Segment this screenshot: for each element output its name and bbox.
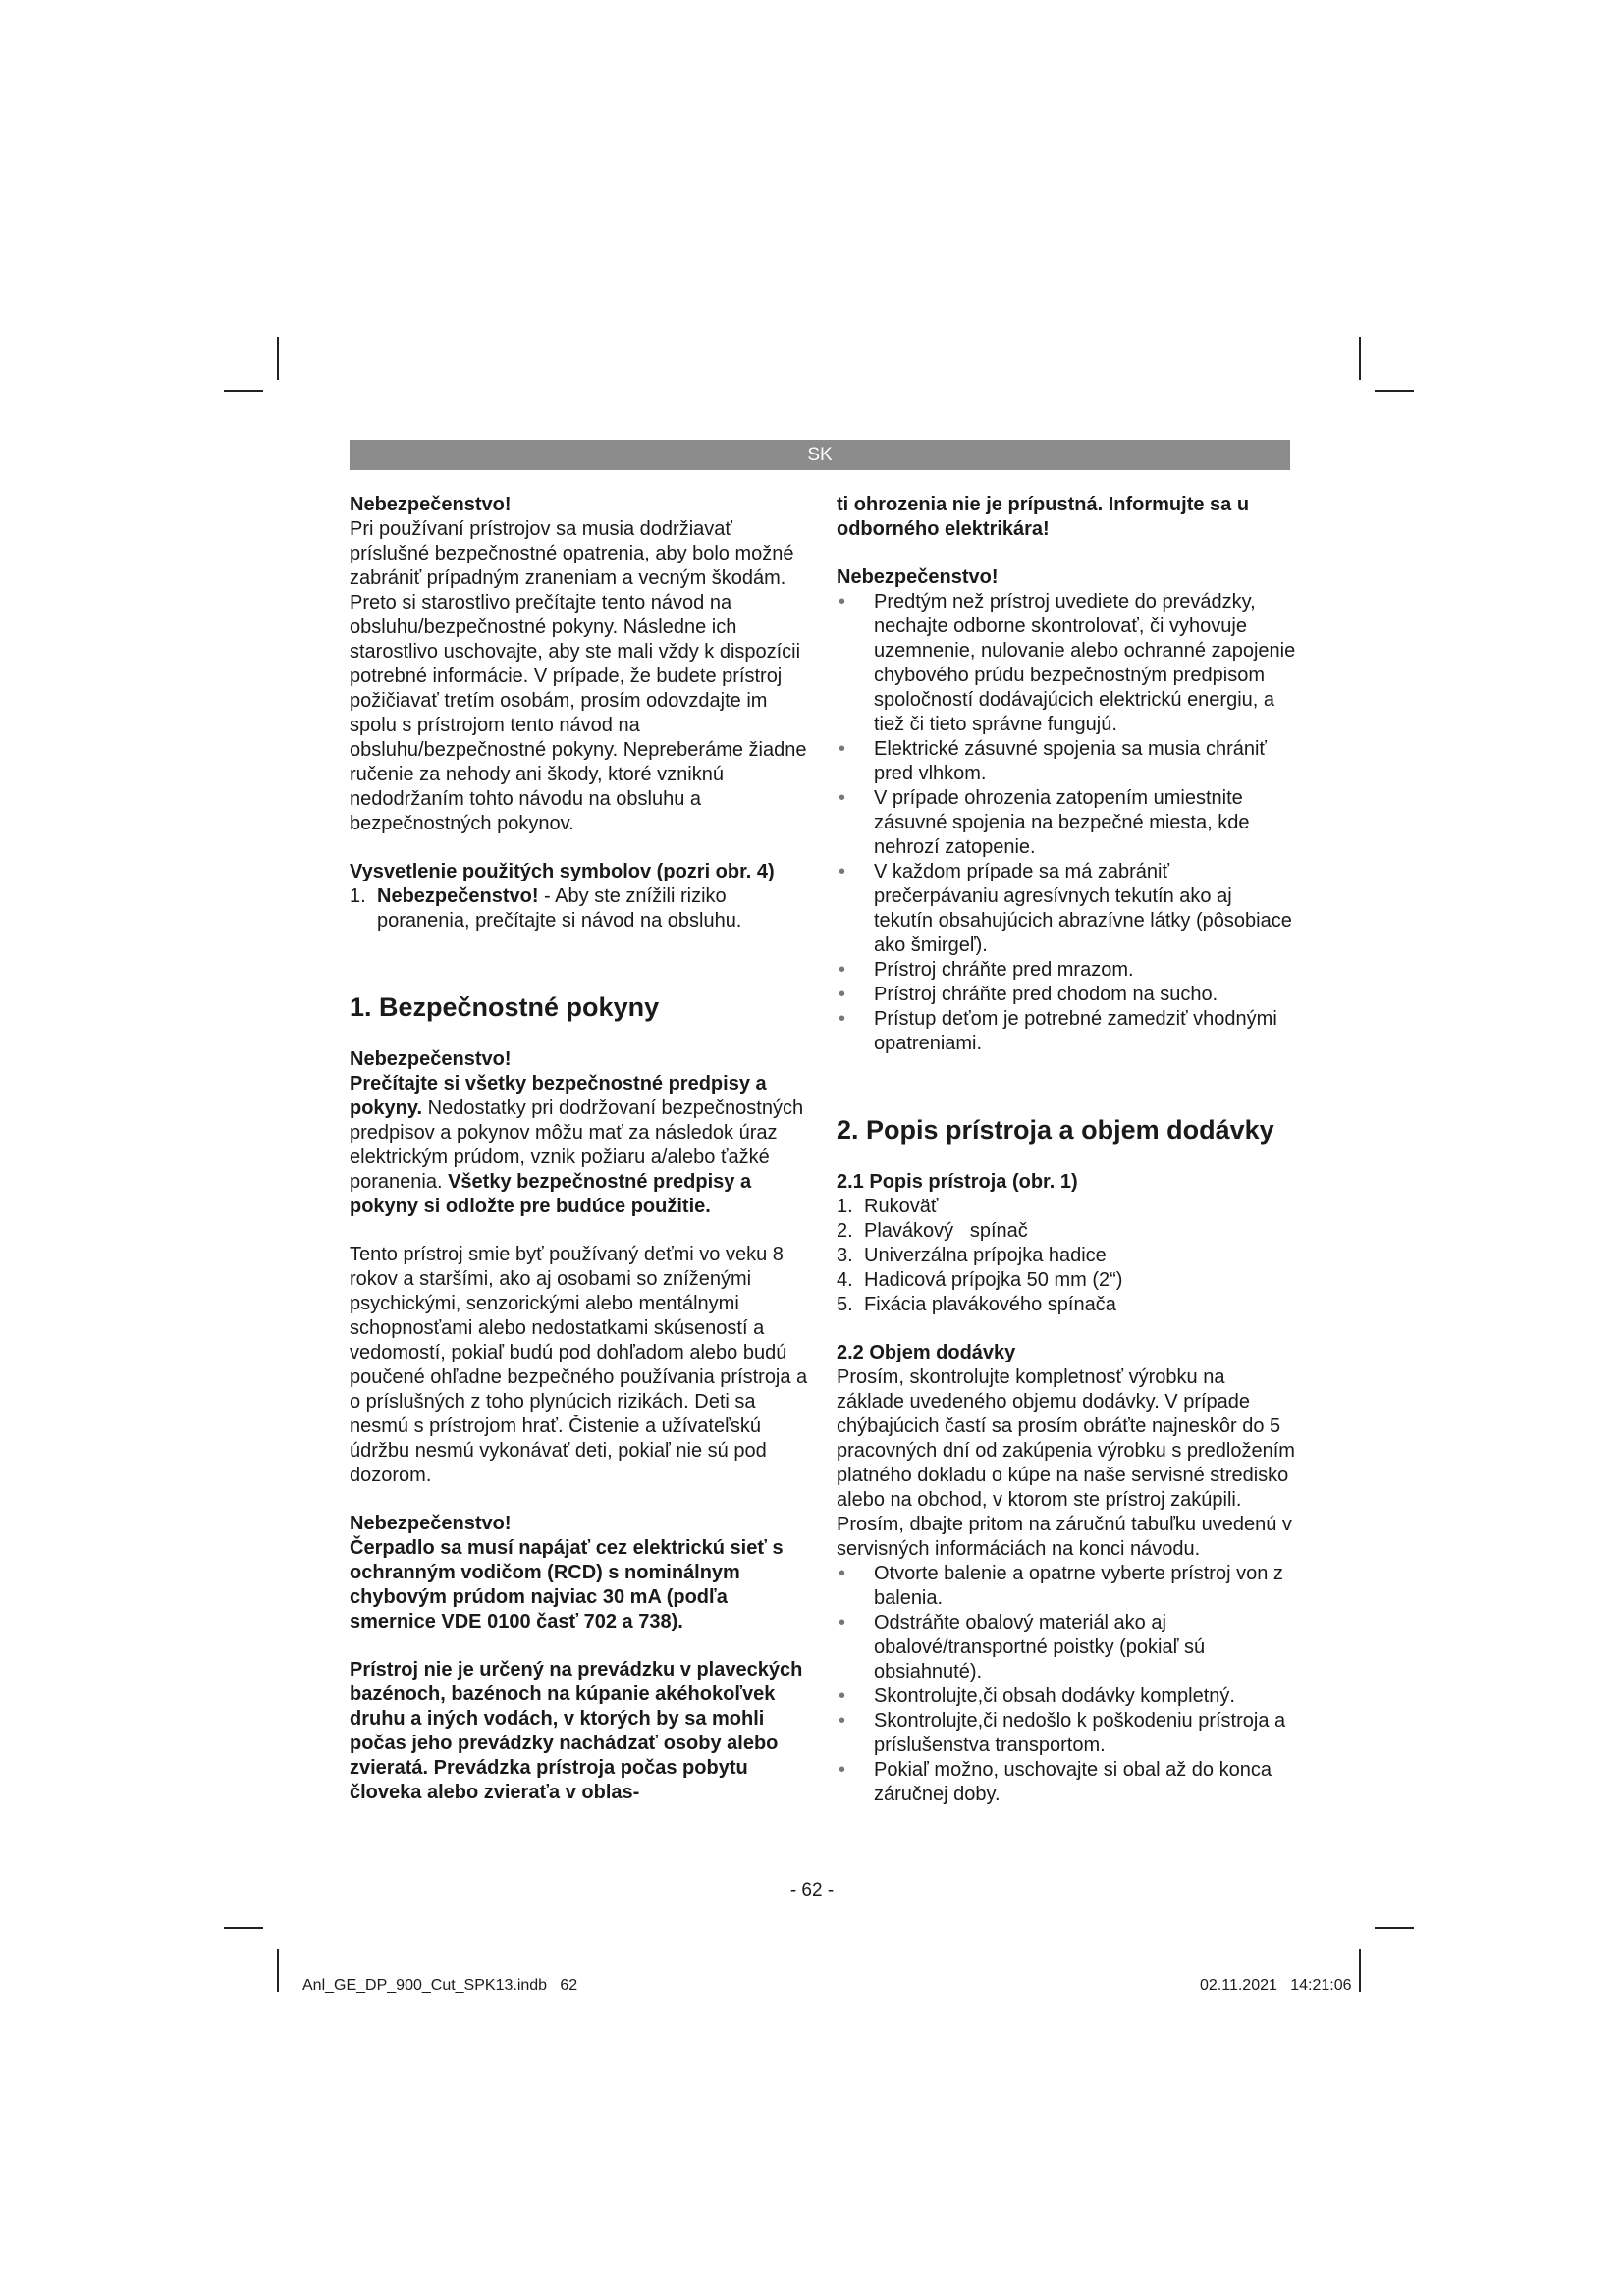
- danger-heading: Nebezpečenstvo!: [350, 1513, 512, 1534]
- list-item: • Odstráňte obalový materiál ako aj obalové/transportné poistky (pokiaľ sú obsiahnuté).: [837, 1611, 1296, 1684]
- page-number: - 62 -: [789, 1880, 835, 1900]
- list-item: • Predtým než prístroj uvediete do prevádzky, nechajte odborne skontrolovať, či vyhovuje uzemnenie, nulovanie alebo ochranné zapojenie chybového prúdu bezpečnostným predpisom spoločností dodávajúcich elektrickú energiu, a tiež či tieto správne fungujú.: [837, 590, 1296, 737]
- delivery-paragraph: Prosím, skontrolujte kompletnosť výrobku na základe uvedeného objemu dodávky. V prípade chýbajúcich častí sa prosím obráťte najneskôr do 5 pracovných dní od zakúpenia výrobku s predložením platného dokladu o kúpe na naše servisné stredisko alebo na obchod, v ktorom ste prístroj zakúpili. Prosím, dbajte pritom na záručnú tabuľku uvedenú v servisných informáciách na konci návodu.: [837, 1366, 1295, 1560]
- left-column: [350, 493, 809, 1805]
- crop-mark: [1359, 337, 1361, 380]
- list-item: 1. Rukoväť: [837, 1196, 939, 1217]
- crop-mark: [224, 390, 263, 392]
- list-item: 5. Fixácia plavákového spínača: [837, 1294, 1116, 1315]
- language-header-bar: [350, 440, 1290, 470]
- symbols-heading: Vysvetlenie použitých symbolov (pozri obr. 4): [350, 861, 775, 882]
- list-item: 2. Plavákový spínač: [837, 1220, 1028, 1242]
- crop-mark: [224, 1927, 263, 1929]
- symbols-item: [350, 884, 809, 934]
- list-item: • Prístroj chráňte pred chodom na sucho.: [837, 983, 1296, 1007]
- children-paragraph: Tento prístroj smie byť používaný deťmi vo veku 8 rokov a staršími, ako aj osobami so zníženými psychickými, senzorickými alebo mentálnymi schopnosťami alebo nedostatkami skúseností a vedomostí, pokiaľ budú pod dohľadom alebo budú poučené ohľadne bezpečného používania prístroja a o príslušných z toho plynúcich rizikách. Deti sa nesmú s prístrojom hrať. Čistenie a užívateľskú údržbu nesmú vykonávať deti, pokiaľ nie sú pod dozorom.: [350, 1244, 808, 1486]
- list-item: 3. Univerzálna prípojka hadice: [837, 1245, 1107, 1266]
- crop-mark: [1375, 1927, 1414, 1929]
- symbols-item-text: - Aby ste znížili riziko poranenia, prečítajte si návod na obsluhu.: [377, 885, 742, 932]
- safety-rules-bold-1: Prečítajte si všetky bezpečnostné predpisy a pokyny.: [350, 1073, 767, 1119]
- safety-rules-bold-2: Všetky bezpečnostné predpisy a pokyny si odložte pre budúce použitie.: [350, 1171, 752, 1217]
- symbols-item-number: 1.: [350, 885, 366, 907]
- safety-rules-paragraph: [350, 1072, 809, 1219]
- list-item: • Skontrolujte,či obsah dodávky kompletný.: [837, 1684, 1296, 1709]
- right-column: [837, 493, 1296, 1807]
- section-2-title: 2. Popis prístroja a objem dodávky: [837, 1115, 1274, 1145]
- danger-heading: Nebezpečenstvo!: [350, 494, 512, 515]
- safety-rules-text: Nedostatky pri dodržovaní bezpečnostných predpisov a pokynov môžu mať za následok úraz elektrickým prúdom, vznik požiaru a/alebo ťažké poranenia.: [350, 1097, 804, 1193]
- rcd-warning: Čerpadlo sa musí napájať cez elektrickú sieť s ochranným vodičom (RCD) s nominálnym chybovým prúdom najviac 30 mA (podľa smernice VDE 0100 časť 702 a 738).: [350, 1537, 784, 1632]
- list-item: • Skontrolujte,či nedošlo k poškodeniu prístroja a príslušenstva transportom.: [837, 1709, 1296, 1758]
- list-item: • V každom prípade sa má zabrániť prečerpávaniu agresívnych tekutín ako aj tekutín obsahujúcich abrazívne látky (pôsobiace ako šmirgeľ).: [837, 860, 1296, 958]
- list-item: • Prístup deťom je potrebné zamedziť vhodnými opatreniami.: [837, 1007, 1296, 1056]
- subsection-2-2-title: 2.2 Objem dodávky: [837, 1342, 1016, 1363]
- footer-file-name: Anl_GE_DP_900_Cut_SPK13.indb 62: [302, 1977, 578, 1994]
- danger-heading: Nebezpečenstvo!: [350, 1048, 512, 1070]
- crop-mark: [277, 1949, 279, 1992]
- list-item: • Elektrické zásuvné spojenia sa musia chrániť pred vlhkom.: [837, 737, 1296, 786]
- subsection-2-1-title: 2.1 Popis prístroja (obr. 1): [837, 1171, 1078, 1193]
- list-item: 4. Hadicová prípojka 50 mm (2“): [837, 1269, 1123, 1291]
- danger-list: [837, 590, 1296, 1056]
- list-item: • Pokiaľ možno, uschovajte si obal až do konca záručnej doby.: [837, 1758, 1296, 1807]
- crop-mark: [1375, 390, 1414, 392]
- danger-heading: Nebezpečenstvo!: [837, 566, 999, 588]
- delivery-list: [837, 1562, 1296, 1807]
- crop-mark: [1359, 1949, 1361, 1992]
- pool-warning: Prístroj nie je určený na prevádzku v plaveckých bazénoch, bazénoch na kúpanie akéhokoľvek druhu a iných vodách, v ktorých by sa mohli počas jeho prevádzky nachádzať osoby alebo zvieratá. Prevádzka prístroja počas pobytu človeka alebo zvieraťa v oblas-: [350, 1659, 803, 1803]
- list-item: • Prístroj chráňte pred mrazom.: [837, 958, 1296, 983]
- section-1-title: 1. Bezpečnostné pokyny: [350, 992, 660, 1022]
- crop-mark: [277, 337, 279, 380]
- list-item: • Otvorte balenie a opatrne vyberte prístroj von z balenia.: [837, 1562, 1296, 1611]
- language-code: SK: [807, 445, 833, 465]
- parts-list: [837, 1195, 1296, 1317]
- pool-warning-continued: ti ohrozenia nie je prípustná. Informujte sa u odborného elektrikára!: [837, 494, 1250, 540]
- list-item: • V prípade ohrozenia zatopením umiestnite zásuvné spojenia na bezpečné miesta, kde nehrozí zatopenie.: [837, 786, 1296, 860]
- symbols-item-bold: Nebezpečenstvo!: [377, 885, 539, 907]
- intro-paragraph: Pri používaní prístrojov sa musia dodržiavať príslušné bezpečnostné opatrenia, aby bolo možné zabrániť prípadným zraneniam a vecným škodám. Preto si starostlivo prečítajte tento návod na obsluhu/bezpečnostné pokyny. Následne ich starostlivo uschovajte, aby ste mali vždy k dispozícii potrebné informácie. V prípade, že budete prístroj požičiavať tretím osobám, prosím odovzdajte im spolu s prístrojom tento návod na obsluhu/bezpečnostné pokyny. Nepreberáme žiadne ručenie za nehody ani škody, ktoré vzniknú nedodržaním tohto návodu na obsluhu a bezpečnostných pokynov.: [350, 518, 807, 834]
- footer-timestamp: 02.11.2021 14:21:06: [1200, 1977, 1352, 1994]
